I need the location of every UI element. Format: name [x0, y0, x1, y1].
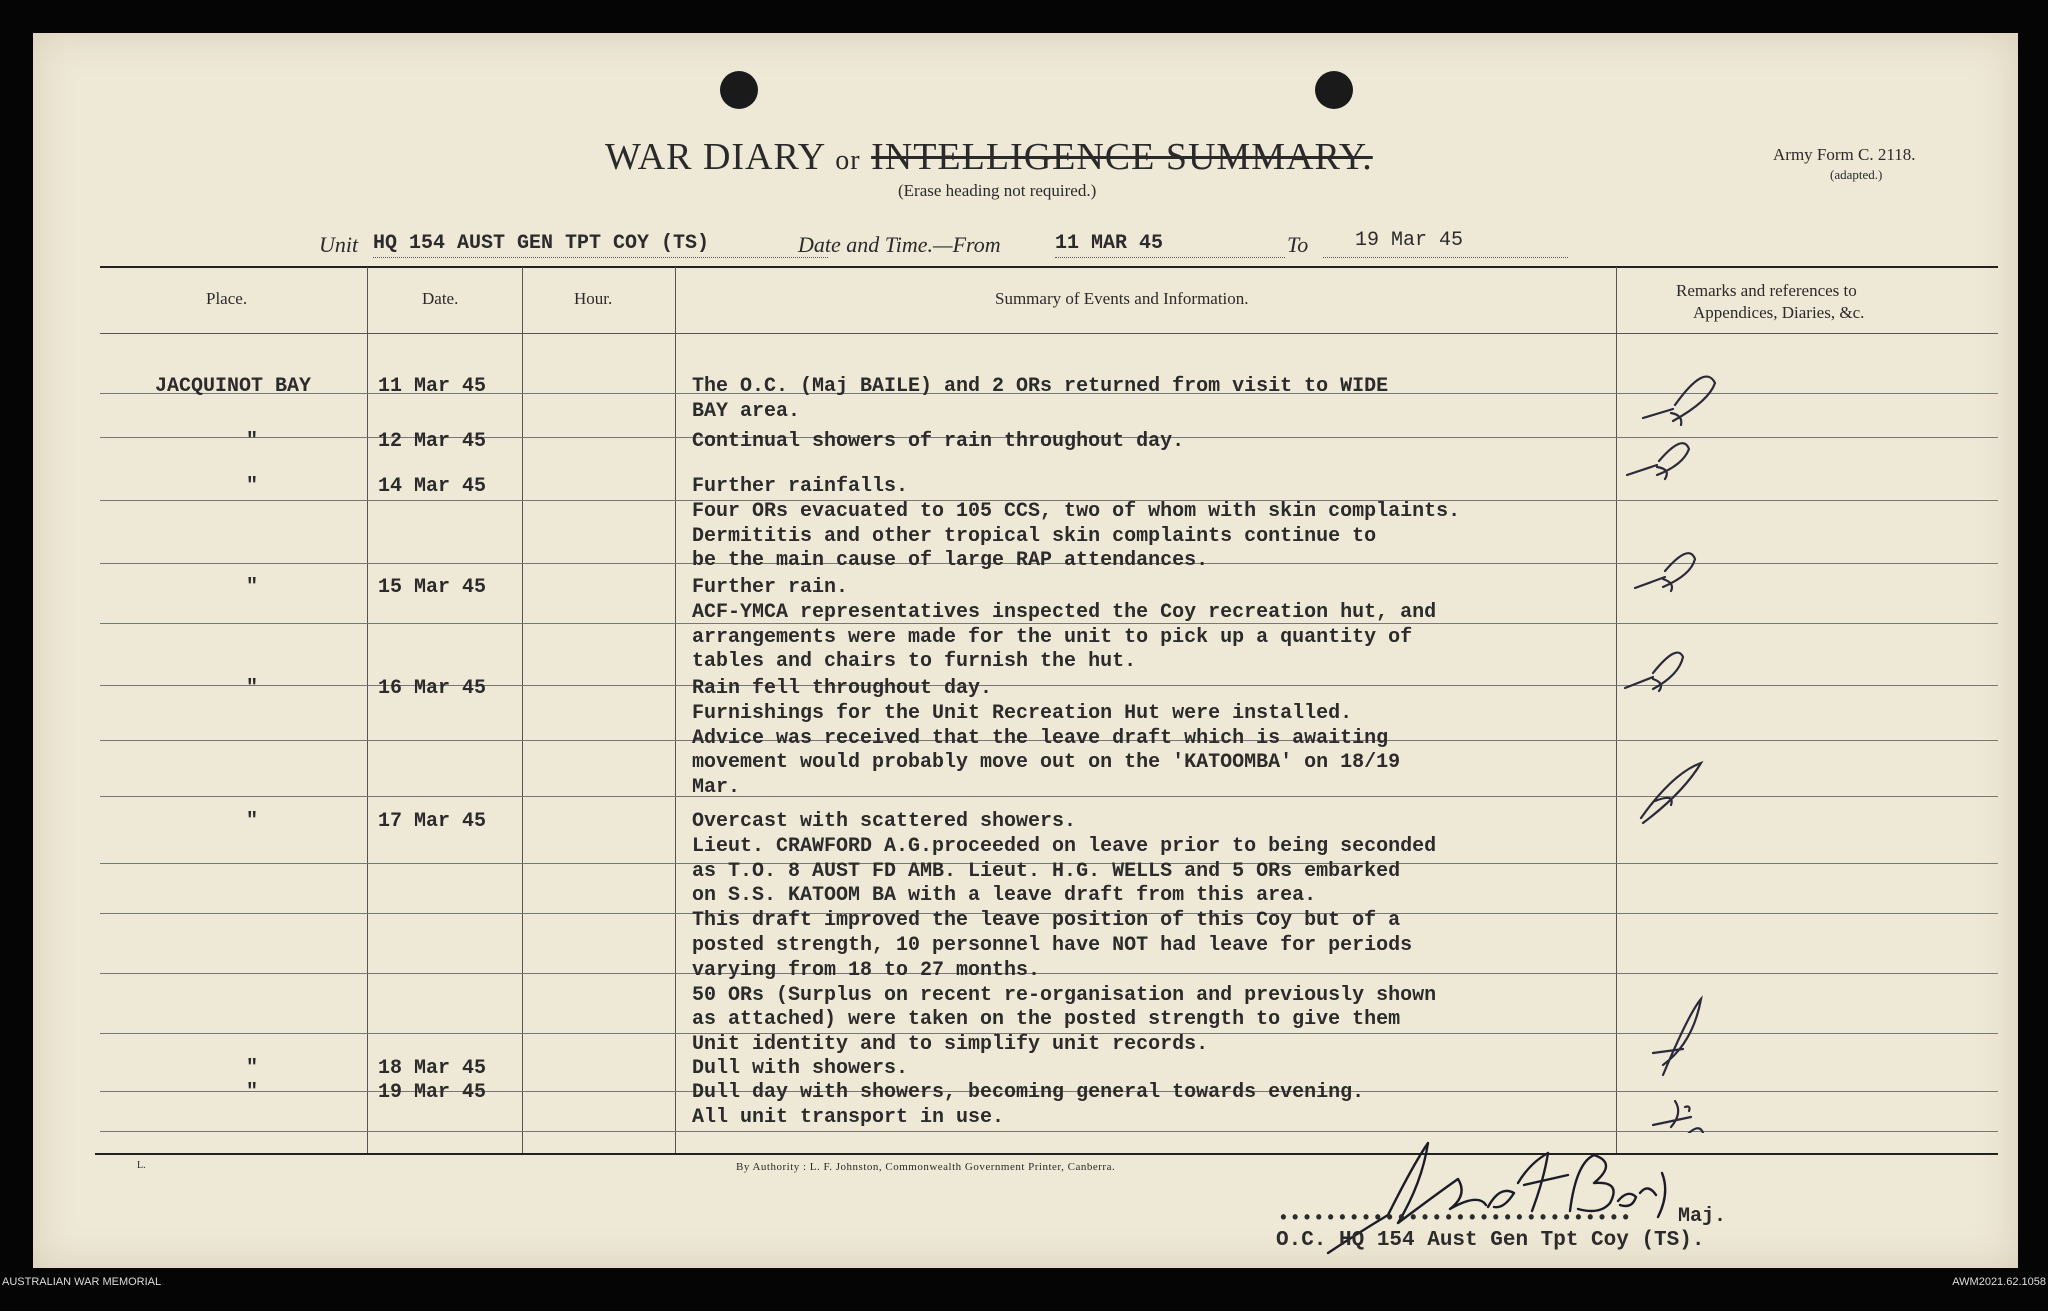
entry-place: " — [246, 677, 259, 700]
entry-summary-line: Continual showers of rain throughout day. — [692, 430, 1185, 453]
entry-place: " — [246, 475, 259, 498]
table-bottom-border — [95, 1153, 1998, 1155]
title-struck: INTELLIGENCE SUMMARY. — [871, 136, 1373, 178]
entry-summary-line: arrangements were made for the unit to pick up a quantity of — [692, 625, 1413, 649]
col-divider-hour — [675, 267, 676, 1153]
date-to-label: To — [1287, 232, 1309, 257]
unit-value: HQ 154 AUST GEN TPT COY (TS) — [373, 232, 710, 255]
entry-summary-line: Four ORs evacuated to 105 CCS, two of whom with skin complaints. — [692, 499, 1461, 523]
entry-summary-line: be the main cause of large RAP attendances. — [692, 549, 1209, 573]
column-header-remarks: Remarks and references to — [1676, 281, 1857, 300]
col-divider-date — [522, 267, 523, 1153]
entry-summary-line: Rain fell throughout day. — [692, 677, 993, 700]
entry-date: 16 Mar 45 — [378, 677, 487, 700]
entry-summary-line: BAY area. — [692, 399, 801, 423]
entry-summary-line: on S.S. KATOOM BA with a leave draft from this area. — [692, 884, 1317, 908]
header-divider — [100, 333, 1998, 334]
document-title — [605, 135, 1373, 179]
entry-summary-line: movement would probably move out on the 'KATOOMBA' on 18/19 — [692, 751, 1401, 775]
entry-summary-line: 50 ORs (Surplus on recent re-organisation and previously shown — [692, 983, 1437, 1007]
signature-title: O.C. HQ 154 Aust Gen Tpt Coy (TS). — [1276, 1229, 1705, 1252]
from-dotted-line — [1055, 257, 1285, 258]
entry-summary-line: ACF-YMCA representatives inspected the Coy recreation hut, and — [692, 600, 1437, 624]
column-header-remarks-2: Appendices, Diaries, &c. — [1693, 303, 1865, 322]
entry-summary-line: as T.O. 8 AUST FD AMB. Lieut. H.G. WELLS and 5 ORs embarked — [692, 859, 1401, 883]
entry-summary-line: tables and chairs to furnish the hut. — [692, 650, 1137, 674]
title-subtitle: (Erase heading not required.) — [898, 181, 1097, 200]
entry-date: 17 Mar 45 — [378, 810, 487, 833]
archive-id: AWM2021.62.1058 — [1952, 1276, 2046, 1288]
entry-place: " — [246, 430, 259, 453]
entry-date: 15 Mar 45 — [378, 576, 487, 599]
entry-summary-line: Lieut. CRAWFORD A.G.proceeded on leave prior to being seconded — [692, 834, 1437, 858]
to-dotted-line — [1323, 257, 1568, 258]
entry-summary-line: Dull day with showers, becoming general towards evening. — [692, 1081, 1365, 1104]
punch-hole — [1315, 71, 1353, 109]
signature-rank: Maj. — [1678, 1205, 1727, 1228]
entry-place: " — [246, 1057, 259, 1080]
table-top-border — [100, 266, 1998, 268]
column-header-summary: Summary of Events and Information. — [995, 289, 1249, 308]
diary-page — [33, 33, 2018, 1268]
entry-place: " — [246, 1081, 259, 1104]
column-header-hour: Hour. — [574, 289, 613, 308]
entry-summary-line: Furnishings for the Unit Recreation Hut were installed. — [692, 701, 1353, 725]
column-header-date: Date. — [422, 289, 459, 308]
entry-summary-line: Unit identity and to simplify unit records. — [692, 1033, 1209, 1057]
signature-dots: •••••••••••••••••••••••••••••• — [1278, 1209, 1633, 1229]
entry-summary-line: Further rainfalls. — [692, 475, 909, 498]
entry-summary-line: varying from 18 to 27 months. — [692, 958, 1041, 982]
entry-place: " — [246, 576, 259, 599]
entry-date: 12 Mar 45 — [378, 430, 487, 453]
title-or: or — [835, 145, 861, 176]
date-to-value: 19 Mar 45 — [1355, 229, 1464, 252]
unit-label: Unit — [319, 232, 359, 257]
entry-summary-line: Advice was received that the leave draft which is awaiting — [692, 726, 1389, 750]
punch-hole — [720, 71, 758, 109]
entry-summary-line: Dull with showers. — [692, 1057, 909, 1080]
entry-summary-line: This draft improved the leave position of this Coy but of a — [692, 909, 1401, 933]
entry-date: 19 Mar 45 — [378, 1081, 487, 1104]
printer-note: By Authority : L. F. Johnston, Commonwealth Government Printer, Canberra. — [736, 1161, 1116, 1173]
entry-summary-line: as attached) were taken on the posted strength to give them — [692, 1008, 1401, 1032]
date-from-label: Date and Time.—From — [798, 232, 1001, 257]
entry-summary-line: Dermititis and other tropical skin complaints continue to — [692, 524, 1377, 548]
title-main: WAR DIARY — [605, 136, 825, 178]
entry-summary-line: The O.C. (Maj BAILE) and 2 ORs returned from visit to WIDE — [692, 375, 1389, 398]
entry-summary-line: Further rain. — [692, 576, 849, 599]
form-letter: L. — [137, 1160, 146, 1171]
entry-date: 14 Mar 45 — [378, 475, 487, 498]
entry-place: JACQUINOT BAY — [155, 375, 312, 398]
entry-summary-line: All unit transport in use. — [692, 1105, 1005, 1129]
archive-credit: AUSTRALIAN WAR MEMORIAL — [2, 1276, 162, 1288]
entry-summary-line: posted strength, 10 personnel have NOT had leave for periods — [692, 934, 1413, 957]
remarks-initials — [1613, 353, 1743, 1133]
army-form-number: Army Form C. 2118. — [1773, 145, 1916, 164]
entry-place: " — [246, 810, 259, 833]
col-divider-place — [367, 267, 368, 1153]
entry-date: 18 Mar 45 — [378, 1057, 487, 1080]
date-from-value: 11 MAR 45 — [1055, 232, 1164, 255]
column-header-place: Place. — [206, 289, 248, 308]
unit-dotted-line — [373, 257, 828, 258]
entry-summary-line: Mar. — [692, 776, 741, 800]
entry-date: 11 Mar 45 — [378, 375, 487, 398]
army-form-adapted: (adapted.) — [1830, 167, 1883, 182]
entry-summary-line: Overcast with scattered showers. — [692, 810, 1077, 833]
